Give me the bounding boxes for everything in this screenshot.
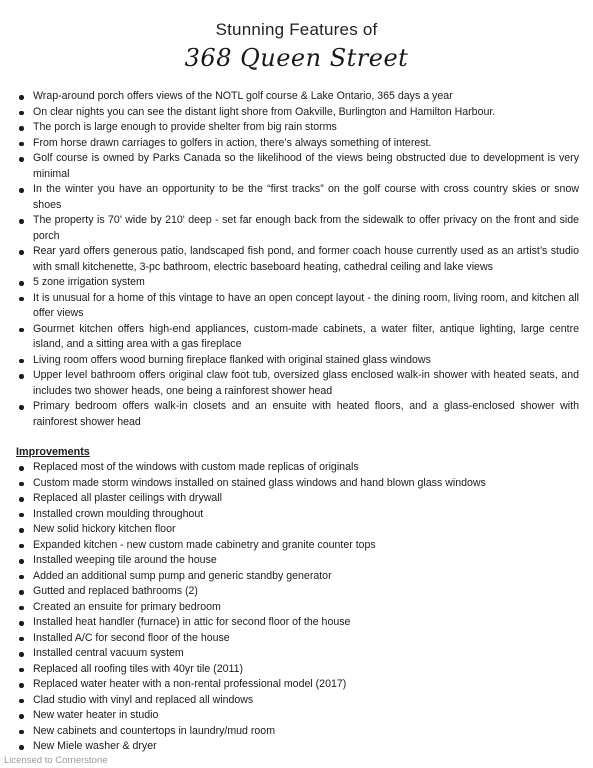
improvement-list-item: New solid hickory kitchen floor [16, 522, 579, 538]
feature-list-item: The property is 70' wide by 210' deep - set far enough back from the sidewalk to offer privacy on the front and side porch [16, 213, 579, 244]
improvement-list-item: Installed A/C for second floor of the house [16, 631, 579, 647]
improvement-list-item: Custom made storm windows installed on stained glass windows and hand blown glass windows [16, 476, 579, 492]
feature-list-item: The porch is large enough to provide shelter from big rain storms [16, 120, 579, 136]
improvement-list-item: New Miele washer & dryer [16, 739, 579, 755]
improvement-list-item: Created an ensuite for primary bedroom [16, 600, 579, 616]
feature-list-item: Rear yard offers generous patio, landscaped fish pond, and former coach house currently used as an artist’s studio with small kitchenette, 3-pc bathroom, electric baseboard heating, cathedral ceiling and lake views [16, 244, 579, 275]
feature-list-item: In the winter you have an opportunity to be the “first tracks” on the golf course with cross country skies or snow shoes [16, 182, 579, 213]
feature-list-item: Living room offers wood burning fireplace flanked with original stained glass windows [16, 353, 579, 369]
feature-list-item: Upper level bathroom offers original claw foot tub, oversized glass enclosed walk-in shower with heated seats, and includes two shower heads, one being a rainforest shower head [16, 368, 579, 399]
feature-list-item: Wrap-around porch offers views of the NOTL golf course & Lake Ontario, 365 days a year [16, 89, 579, 105]
property-address-heading: 368 Queen Street [184, 44, 409, 72]
features-list [16, 89, 579, 430]
improvement-list-item: Replaced water heater with a non-rental professional model (2017) [16, 677, 579, 693]
improvement-list-item: Installed heat handler (furnace) in attic for second floor of the house [16, 615, 579, 631]
improvement-list-item: Clad studio with vinyl and replaced all windows [16, 693, 579, 709]
improvement-list-item: Expanded kitchen - new custom made cabinetry and granite counter tops [16, 538, 579, 554]
improvement-list-item: New water heater in studio [16, 708, 579, 724]
feature-list-item: From horse drawn carriages to golfers in action, there’s always something of interest. [16, 136, 579, 152]
feature-list-item: It is unusual for a home of this vintage to have an open concept layout - the dining room, living room, and kitchen all offer views [16, 291, 579, 322]
improvements-list [16, 460, 579, 755]
feature-list-item: Golf course is owned by Parks Canada so the likelihood of the views being obstructed due to development is very minimal [16, 151, 579, 182]
improvement-list-item: New cabinets and countertops in laundry/mud room [16, 724, 579, 740]
improvement-list-item: Installed crown moulding throughout [16, 507, 579, 523]
improvement-list-item: Installed weeping tile around the house [16, 553, 579, 569]
feature-list-item: Gourmet kitchen offers high-end appliances, custom-made cabinets, a water filter, antique lighting, large centre island, and a sitting area with a gas fireplace [16, 322, 579, 353]
feature-list-item: On clear nights you can see the distant light shore from Oakville, Burlington and Hamilton Harbour. [16, 105, 579, 121]
page-title: Stunning Features of [215, 20, 378, 39]
license-watermark: Licensed to Cornerstone [4, 755, 108, 766]
improvement-list-item: Replaced all roofing tiles with 40yr tile (2011) [16, 662, 579, 678]
improvement-list-item: Replaced most of the windows with custom made replicas of originals [16, 460, 579, 476]
feature-list-item: Primary bedroom offers walk-in closets and an ensuite with heated floors, and a glass-enclosed shower with rainforest shower head [16, 399, 579, 430]
improvement-list-item: Gutted and replaced bathrooms (2) [16, 584, 579, 600]
improvement-list-item: Installed central vacuum system [16, 646, 579, 662]
improvement-list-item: Added an additional sump pump and generic standby generator [16, 569, 579, 585]
improvements-heading: Improvements [16, 446, 90, 458]
improvement-list-item: Replaced all plaster ceilings with drywall [16, 491, 579, 507]
feature-list-item: 5 zone irrigation system [16, 275, 579, 291]
